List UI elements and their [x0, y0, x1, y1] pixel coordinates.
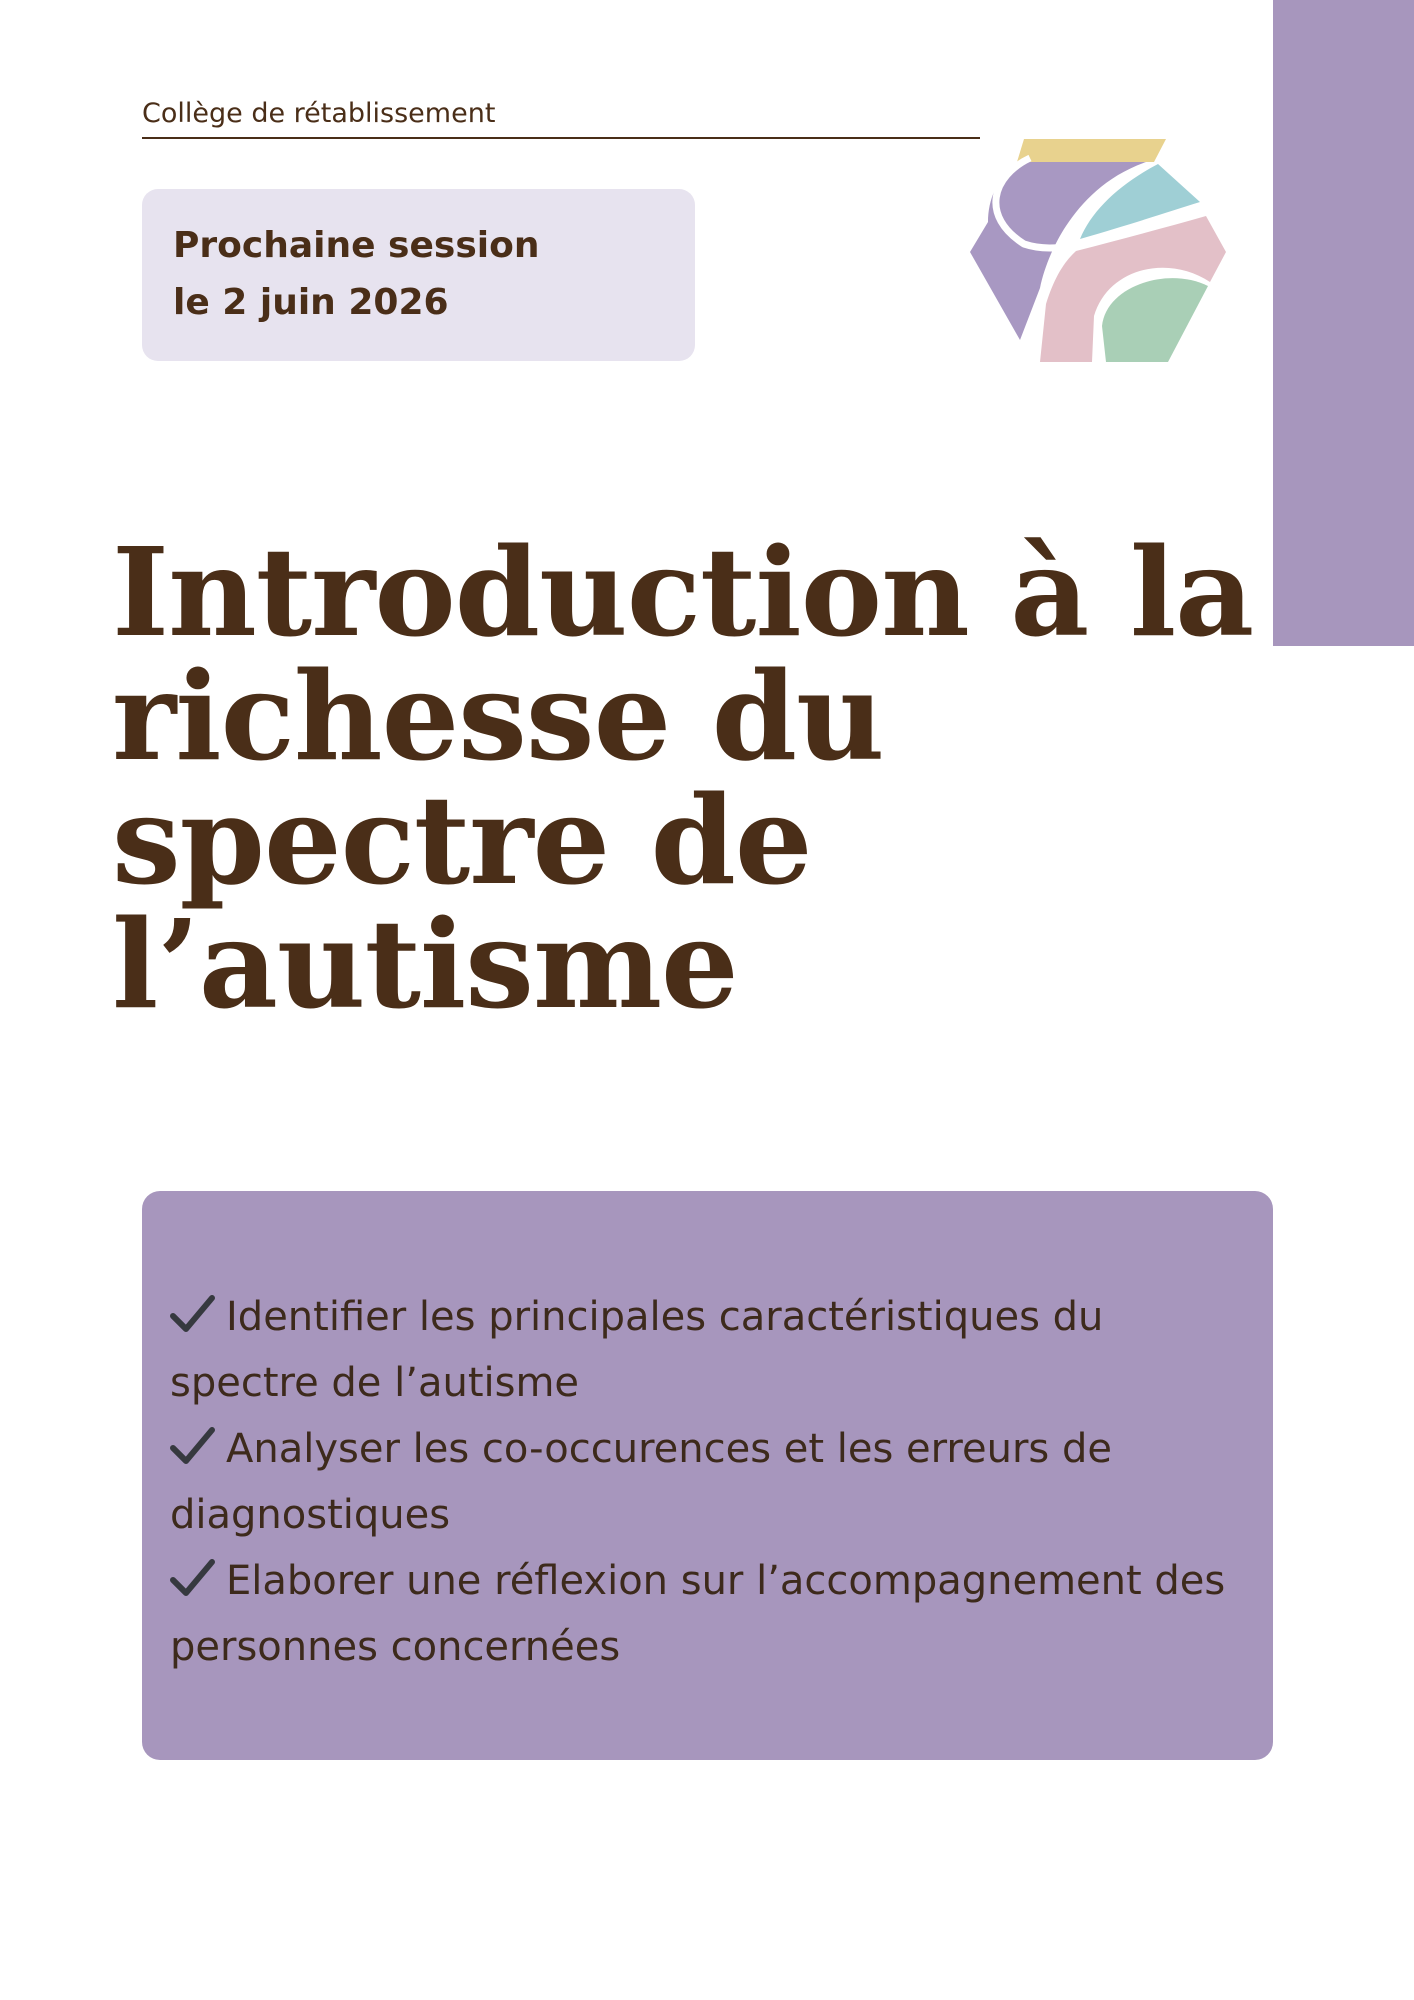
- decorative-side-bar: [1273, 0, 1414, 646]
- title-line: spectre de: [112, 768, 812, 912]
- checkmark-icon: [170, 1426, 216, 1466]
- objective-text: Elaborer une réflexion sur l’accompagnement des personnes concernées: [170, 1558, 1226, 1670]
- organization-name: Collège de rétablissement: [142, 98, 496, 129]
- session-info-box: [142, 189, 695, 361]
- checkmark-icon: [170, 1558, 216, 1598]
- logo-yellow-piece: [1017, 139, 1166, 162]
- objective-item: [170, 1416, 1253, 1548]
- logo-green-piece: [1102, 278, 1208, 362]
- title-line: Introduction à la: [112, 520, 1254, 664]
- session-label: Prochaine session: [173, 225, 540, 266]
- page-title: [112, 520, 1262, 1036]
- title-line: richesse du: [112, 644, 884, 788]
- checkmark-icon: [170, 1294, 216, 1334]
- objective-text: Identifier les principales caractéristiques du spectre de l’autisme: [170, 1294, 1104, 1406]
- objective-text: Analyser les co-occurences et les erreurs de diagnostiques: [170, 1426, 1112, 1538]
- header-divider: [142, 137, 980, 139]
- objective-item: [170, 1284, 1253, 1416]
- hexagon-mosaic-logo-icon: [968, 136, 1228, 362]
- session-date: le 2 juin 2026: [173, 282, 449, 323]
- objective-item: [170, 1548, 1253, 1680]
- objectives-box: [142, 1191, 1273, 1760]
- title-line: l’autisme: [112, 892, 738, 1036]
